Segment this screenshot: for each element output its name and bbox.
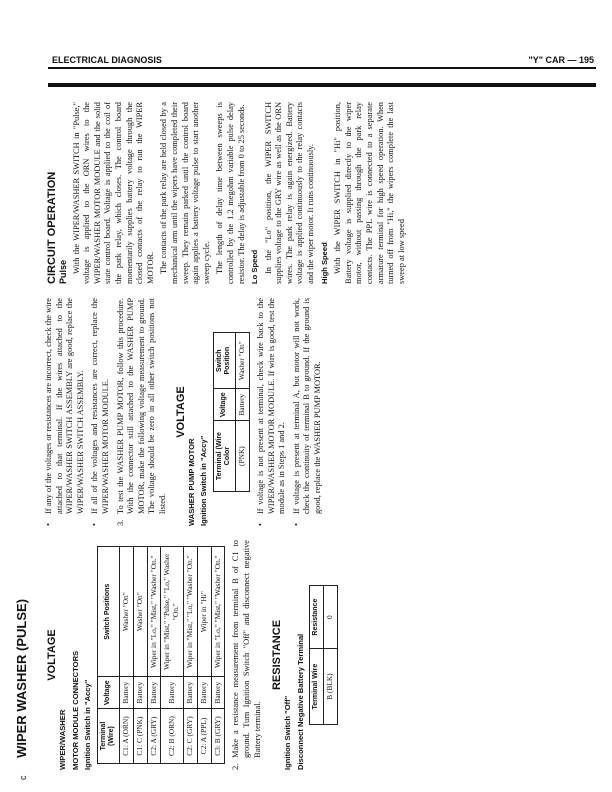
lo-speed-paragraph: In the "Lo" position, the WIPER SWITCH supplies voltage to the GRY wire as well as the ORN wires. The park relay is again energized. Battery voltage is applied continuously to the relay contacts and the wiper motor. It runs continuously. xyxy=(263,102,316,284)
table-cell: Battery xyxy=(161,677,184,709)
header-right: "Y" CAR — 195 xyxy=(528,55,594,65)
header-black-bar xyxy=(48,83,596,87)
motor-module-voltage-table xyxy=(97,546,226,764)
table-cell: Battery xyxy=(120,677,134,709)
table-header-cell: Resistance xyxy=(310,586,324,649)
bullet-3: • If voltage is not present at terminal, check wire back to the WIPER/WASHER MOTOR MODULE. If wire is good, test the module as in Steps 1 and 2. xyxy=(255,298,287,526)
table-cell: Battery xyxy=(184,677,198,709)
voltage-sub-1c: Ignition Switch in "Accy" xyxy=(83,679,92,770)
page-title xyxy=(14,540,29,780)
voltage-sub-1b: MOTOR MODULE CONNECTORS xyxy=(70,650,80,770)
step-3: 3. To test the WASHER PUMP MOTOR, follow this procedure. With the connector still attached to the WASHER PUMP MOTOR, make the following voltage measurement to ground. The voltage should be zero in all other switch positions not listed. xyxy=(115,298,167,526)
voltage-sub-1a: WIPER/WASHER xyxy=(58,709,67,770)
column-1 xyxy=(44,540,344,770)
table-cell: C2: C (GRY) xyxy=(184,709,198,764)
column-2 xyxy=(44,298,327,526)
table-cell: B (BLK) xyxy=(324,649,338,725)
table-header-cell: Terminal (Wire) xyxy=(97,709,120,764)
bullet-4: • If voltage is present at terminal A, but motor will not work, check the continuity of terminal B to ground. If the ground is good, replace the WASHER PUMP MOTOR. xyxy=(291,298,322,526)
table-cell: C3: B (GRY) xyxy=(211,709,225,764)
title-text: WIPER WASHER (PULSE) xyxy=(14,598,29,758)
table-header-cell: Switch Positions xyxy=(97,547,120,677)
high-speed-heading: High Speed xyxy=(319,242,329,284)
table-header-cell: Voltage xyxy=(213,389,236,421)
table-header-cell: Terminal (Wire Color xyxy=(213,421,236,492)
table-cell: Wiper in "Lo," "Mist," "Washer "On." xyxy=(211,547,225,677)
table-cell: Battery xyxy=(211,677,225,709)
header-rule xyxy=(48,67,596,69)
header-left: ELECTRICAL DIAGNOSIS xyxy=(52,55,162,65)
table-cell: Wiper in "Lo," "Mist," "Washer "On." xyxy=(147,547,161,677)
circuit-operation-heading: CIRCUIT OPERATION xyxy=(46,171,58,284)
table-cell: C2: A (PPL) xyxy=(197,709,211,764)
table-cell: Washer "On" xyxy=(133,547,147,677)
table-row xyxy=(324,586,338,725)
bullet-2: • If all of the voltages and resistances are correct, replace the WIPER/WASHER MOTOR MODULE. xyxy=(90,298,110,526)
resistance-sub-a: Ignition Switch "Off" xyxy=(283,695,293,770)
table-row xyxy=(147,547,161,764)
table-cell: Washer "On" xyxy=(120,547,134,677)
table-cell: Washer "On" xyxy=(236,333,250,389)
table-header-cell: Voltage xyxy=(97,677,120,709)
step-3-text: To test the WASHER PUMP MOTOR, follow this procedure. With the connector still attached to the WASHER PUMP MOTOR, make the following voltage measurement to ground. The voltage should be zero in all other switch positions not listed. xyxy=(115,298,167,514)
resistance-sub-b: Disconnect Negative Battery Terminal xyxy=(295,633,305,770)
pulse-paragraph-1: With the WIPER/WASHER SWITCH in "Pulse," voltage is applied to the ORN wires to the WIPER/WASHER MOTOR MODULE and the solid state control board. Voltage is applied to the coil of the park relay, which closes. The control board momentarily supplies battery voltage through the closed contacts of the relay to run the WIPER MOTOR. xyxy=(71,102,155,284)
table-cell: Battery xyxy=(197,677,211,709)
table-row xyxy=(197,547,211,764)
bullet-2-text: If all of the voltages and resistances are correct, replace the WIPER/WASHER MOTOR MODULE. xyxy=(90,298,110,514)
table-header-cell: Terminal Wire xyxy=(310,649,324,725)
table-cell: C2: A (GRY) xyxy=(147,709,161,764)
voltage-title-1: VOLTAGE xyxy=(46,629,58,681)
resistance-table xyxy=(309,585,338,725)
table-cell: C1: C (PNK) xyxy=(133,709,147,764)
step-2-text: Make a resistance measurement from terminal B of C1 to ground. Turn Ignition Switch "Off" and disconnect negative Battery terminal. xyxy=(231,540,262,758)
table-cell: C1: A (ORN) xyxy=(120,709,134,764)
table-row xyxy=(120,547,134,764)
step-2: 2. Make a resistance measurement from terminal B of C1 to ground. Turn Ignition Switch "Off" and disconnect negative Battery terminal. xyxy=(231,540,262,770)
lo-speed-heading: Lo Speed xyxy=(250,249,260,284)
rotated-body xyxy=(44,94,592,778)
table-cell: 0 xyxy=(324,586,338,649)
table-cell: Battery xyxy=(147,677,161,709)
table-cell: C2: B (ORN) xyxy=(161,709,184,764)
table-row xyxy=(161,547,184,764)
bullet-1: • If any of the voltages or resistances are incorrect, check the wire attached to that terminal. If the wires attached to the WIPER/WASHER SWITCH ASSEMBLY are good, replace the WIPER/WASHER SWITCH ASSEMBLY. xyxy=(44,298,85,526)
high-speed-paragraph: With the WIPER SWITCH in "Hi" position, Battery voltage is supplied directly to the wiper motor, without passing through the park relay contacts. The PPL wire is connected to a separate armature terminal for high speed operation. When turned off from "Hi," the wipers complete the last sweep at low speed xyxy=(333,102,406,284)
corner-mark: c xyxy=(18,775,28,780)
bullet-4-text: If voltage is present at terminal A, but motor will not work, check the continuity of terminal B to ground. If the ground is good, replace the WASHER PUMP MOTOR. xyxy=(291,298,322,514)
table-row xyxy=(133,547,147,764)
bullet-1-text: If any of the voltages or resistances are incorrect, check the wire attached to that terminal. If the wires attached to the WIPER/WASHER SWITCH ASSEMBLY are good, replace the WIPER/WASHER SWITCH ASSEMBLY. xyxy=(44,298,85,514)
bullet-3-text: If voltage is not present at terminal, check wire back to the WIPER/WASHER MOTOR MODULE. If wire is good, test the module as in Steps 1 and 2. xyxy=(255,298,287,514)
voltage-title-2: VOLTAGE xyxy=(174,386,187,438)
table-header-cell: Switch Position xyxy=(213,333,236,389)
body-frame xyxy=(44,94,592,778)
pulse-paragraph-2: The contacts of the park relay are held closed by a mechanical arm until the wipers have completed their sweep. They remain parked until the control board again applies a battery voltage pulse to start another sweep cycle. xyxy=(159,102,211,284)
pulse-heading: Pulse xyxy=(58,259,68,284)
table-row xyxy=(184,547,198,764)
table-cell: Battery xyxy=(133,677,147,709)
column-3 xyxy=(44,102,410,284)
table-row xyxy=(211,547,225,764)
table-cell: Wiper in "Hi" xyxy=(197,547,211,677)
pulse-paragraph-3: The length of delay time between sweeps is controlled by the 1.2 megohm variable pulse delay resistor. The delay is adjustable from 0 to 25 seconds. xyxy=(215,102,246,284)
table-cell: Wiper in "Mist," "Pulse," "Lo," Washer "On." xyxy=(161,547,184,677)
table-cell: Battery xyxy=(236,389,250,421)
washer-pump-voltage-table xyxy=(213,332,250,492)
voltage-sub-2a: WASHER PUMP MOTOR xyxy=(186,438,196,526)
table-cell: Wiper in "Mist," "Lo," "Washer "On." xyxy=(184,547,198,677)
resistance-title: RESISTANCE xyxy=(271,619,284,691)
voltage-sub-2b: Ignition Switch in "Accy" xyxy=(199,435,209,526)
table-cell: (PNK) xyxy=(236,421,250,492)
table-row xyxy=(236,333,250,492)
